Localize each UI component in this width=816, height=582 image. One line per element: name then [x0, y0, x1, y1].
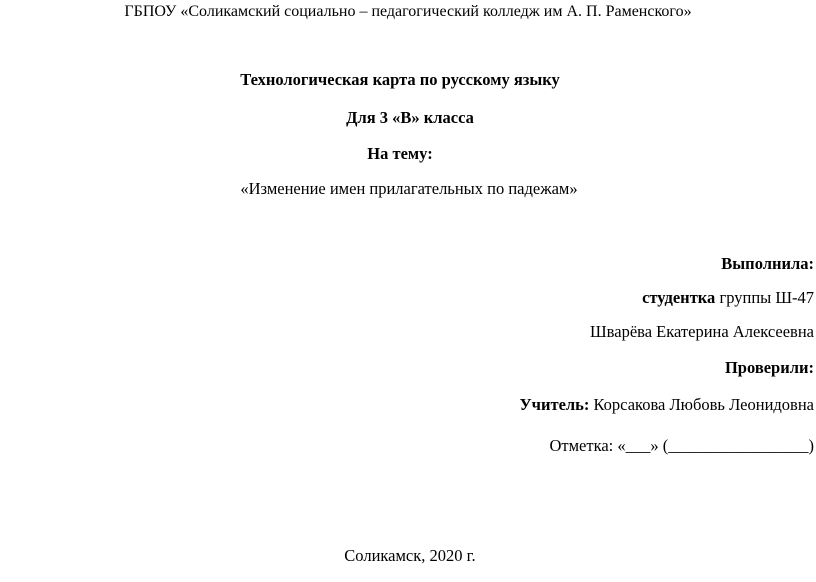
student-label: студентка: [642, 288, 716, 307]
teacher-label: Учитель:: [519, 395, 590, 414]
class-line: Для 3 «В» класса: [346, 108, 474, 127]
grade-line: Отметка: «___» (_________________): [549, 436, 814, 455]
teacher-name: Корсакова Любовь Леонидовна: [589, 395, 814, 414]
done-by-label: Выполнила:: [721, 254, 814, 273]
topic-text: «Изменение имен прилагательных по падежам»: [240, 179, 578, 198]
institution-header: ГБПОУ «Соликамский социально – педагогический колледж им А. П. Раменского»: [124, 3, 692, 20]
student-group-line: [642, 290, 814, 307]
student-name: Шварёва Екатерина Алексеевна: [590, 322, 814, 341]
teacher-line: [520, 397, 814, 414]
topic-label: На тему:: [367, 144, 433, 163]
document-title: Технологическая карта по русскому языку: [240, 70, 560, 89]
city-year: Соликамск, 2020 г.: [344, 546, 476, 565]
checked-by-label: Проверили:: [724, 358, 814, 377]
student-group: группы Ш-47: [715, 288, 814, 307]
